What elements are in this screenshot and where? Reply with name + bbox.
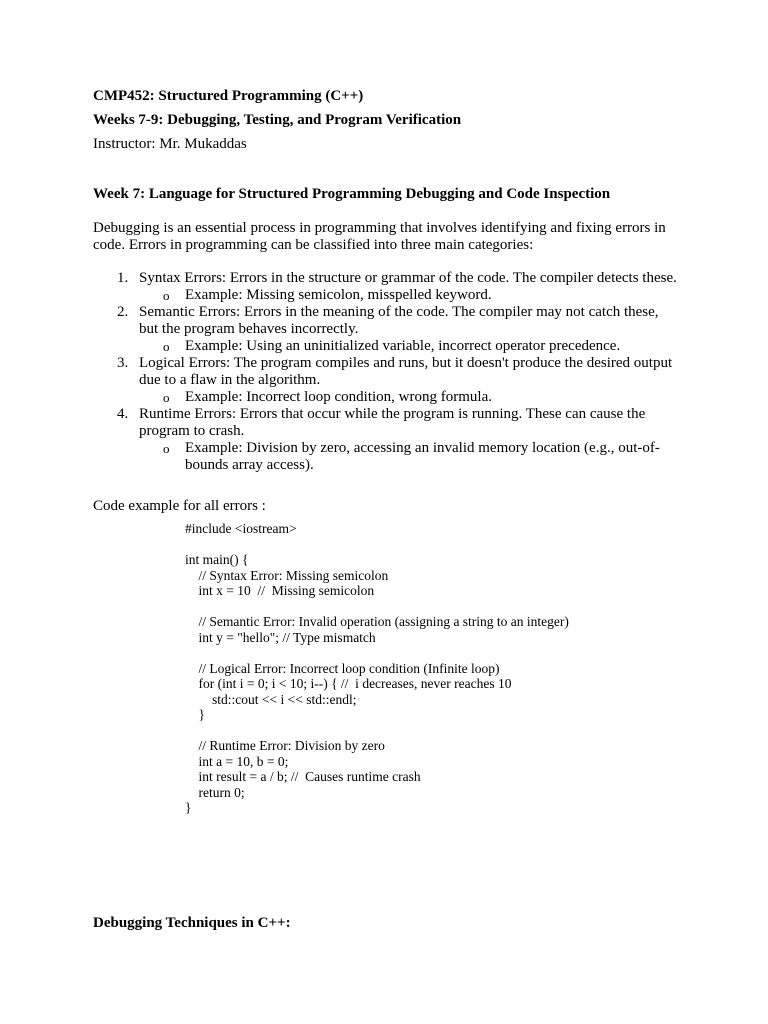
course-title: CMP452: Structured Programming (C++) xyxy=(93,88,364,104)
bullet-icon: o xyxy=(163,390,170,405)
list-item-text: Syntax Errors: Errors in the structure or grammar of the code. The compiler detects these. xyxy=(139,270,677,286)
list-number: 4. xyxy=(117,406,129,422)
list-item xyxy=(117,304,679,355)
instructor-line: Instructor: Mr. Mukaddas xyxy=(93,136,247,152)
list-item-text: Logical Errors: The program compiles and runs, but it doesn't produce the desired output due to a flaw in the algorithm. xyxy=(139,355,673,388)
code-intro: Code example for all errors : xyxy=(93,498,266,514)
debugging-techniques-heading: Debugging Techniques in C++: xyxy=(93,915,291,931)
sub-list-item xyxy=(163,389,679,406)
intro-paragraph: Debugging is an essential process in programming that involves identifying and fixing errors in code. Errors in programming can be classified into three main categories: xyxy=(93,220,666,253)
bullet-icon: o xyxy=(163,288,170,303)
example-text: Example: Division by zero, accessing an invalid memory location (e.g., out-of-bounds array access). xyxy=(185,440,660,473)
example-text: Example: Incorrect loop condition, wrong formula. xyxy=(185,389,492,405)
error-categories-list xyxy=(93,270,679,474)
list-item-text: Runtime Errors: Errors that occur while the program is running. These can cause the program to crash. xyxy=(139,406,646,439)
list-number: 2. xyxy=(117,304,129,320)
example-text: Example: Missing semicolon, misspelled keyword. xyxy=(185,287,492,303)
list-item xyxy=(117,270,679,304)
weeks-title: Weeks 7-9: Debugging, Testing, and Program Verification xyxy=(93,112,462,128)
bullet-icon: o xyxy=(163,441,170,456)
code-block: #include <iostream> int main() { // Syntax Error: Missing semicolon int x = 10 // Missing semicolon // Semantic Error: Invalid operation (assigning a string to an integer) int y = "hello"; // Type mismatch // Logical Error: Incorrect loop condition (Infinite loop) for (int i = 0; i < 10; i--) { // i decreases, never reaches 10 std::cout << i << std::endl; } // Runtime Error: Division by zero int a = 10, b = 0; int result = a / b; // Causes runtime crash return 0; } xyxy=(185,521,569,815)
sub-list-item xyxy=(163,440,679,474)
bullet-icon: o xyxy=(163,339,170,354)
list-item xyxy=(117,406,679,474)
sub-list-item xyxy=(163,287,679,304)
week7-heading: Week 7: Language for Structured Programming Debugging and Code Inspection xyxy=(93,186,611,202)
list-number: 3. xyxy=(117,355,129,371)
example-text: Example: Using an uninitialized variable, incorrect operator precedence. xyxy=(185,338,621,354)
list-number: 1. xyxy=(117,270,129,286)
list-item-text: Semantic Errors: Errors in the meaning of the code. The compiler may not catch these, but the program behaves incorrectly. xyxy=(139,304,659,337)
list-item xyxy=(117,355,679,406)
sub-list-item xyxy=(163,338,679,355)
